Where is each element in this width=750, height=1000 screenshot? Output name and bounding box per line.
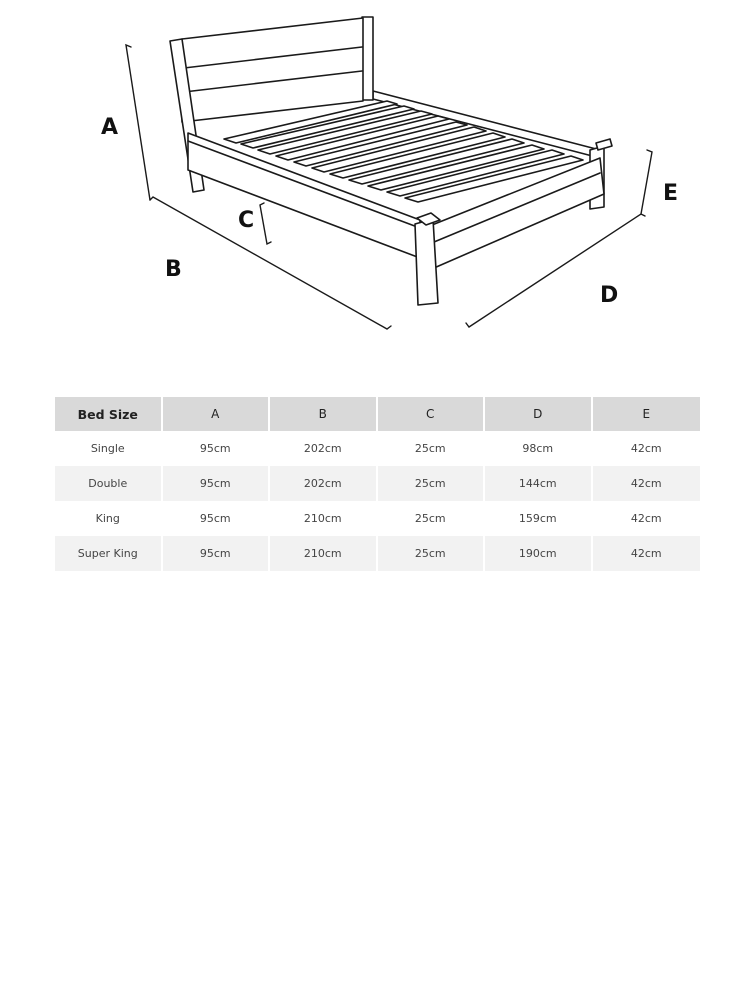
- table-row: [55, 466, 700, 501]
- table-cell: 202cm: [270, 466, 378, 501]
- bed-dimension-diagram: [0, 0, 750, 345]
- dimension-line-e: [641, 150, 652, 214]
- table-cell: 25cm: [378, 431, 486, 466]
- table-cell-bed-size: Double: [55, 466, 163, 501]
- column-header-e: E: [593, 397, 701, 431]
- column-header-c: C: [378, 397, 486, 431]
- table-row: [55, 536, 700, 571]
- column-header-d: D: [485, 397, 593, 431]
- table-cell: 42cm: [630, 512, 662, 525]
- table-cell: 95cm: [163, 431, 271, 466]
- table-cell-bed-size: Single: [55, 431, 163, 466]
- dimension-label-d: D: [600, 283, 619, 308]
- table-cell: 25cm: [378, 466, 486, 501]
- table-cell: 98cm: [485, 431, 593, 466]
- table-cell: 159cm: [485, 501, 593, 536]
- table-cell: 95cm: [163, 466, 271, 501]
- table-row: [55, 501, 700, 536]
- table-cell: 42cm: [593, 466, 701, 501]
- headboard-panel: [182, 18, 363, 122]
- dimension-line-a: [126, 45, 150, 200]
- dimension-label-a: A: [101, 115, 119, 140]
- table-header-row: [55, 397, 700, 431]
- table-cell: 25cm: [378, 501, 486, 536]
- table-cell: 210cm: [270, 536, 378, 571]
- table-cell-bed-size: King: [55, 501, 163, 536]
- table-cell: 95cm: [163, 501, 271, 536]
- table-cell: 25cm: [378, 536, 486, 571]
- dimension-label-e: E: [663, 181, 679, 206]
- table-cell: 95cm: [163, 536, 271, 571]
- table-cell: 190cm: [485, 536, 593, 571]
- bed-size-table: [55, 397, 700, 571]
- dimension-label-b: B: [165, 257, 182, 282]
- dimension-line-c: [260, 203, 271, 244]
- table-cell-bed-size: Super King: [55, 536, 163, 571]
- table-cell: 42cm: [593, 536, 701, 571]
- table-cell: 202cm: [270, 431, 378, 466]
- foot-left-post: [415, 219, 438, 305]
- column-header-b: B: [270, 397, 378, 431]
- table-cell: 42cm: [630, 442, 662, 455]
- column-header-bed-size: Bed Size: [55, 397, 163, 431]
- table-row: [55, 431, 700, 466]
- dimension-label-c: C: [238, 208, 255, 233]
- column-header-a: A: [163, 397, 271, 431]
- table-cell: 210cm: [270, 501, 378, 536]
- table-cell: 144cm: [485, 466, 593, 501]
